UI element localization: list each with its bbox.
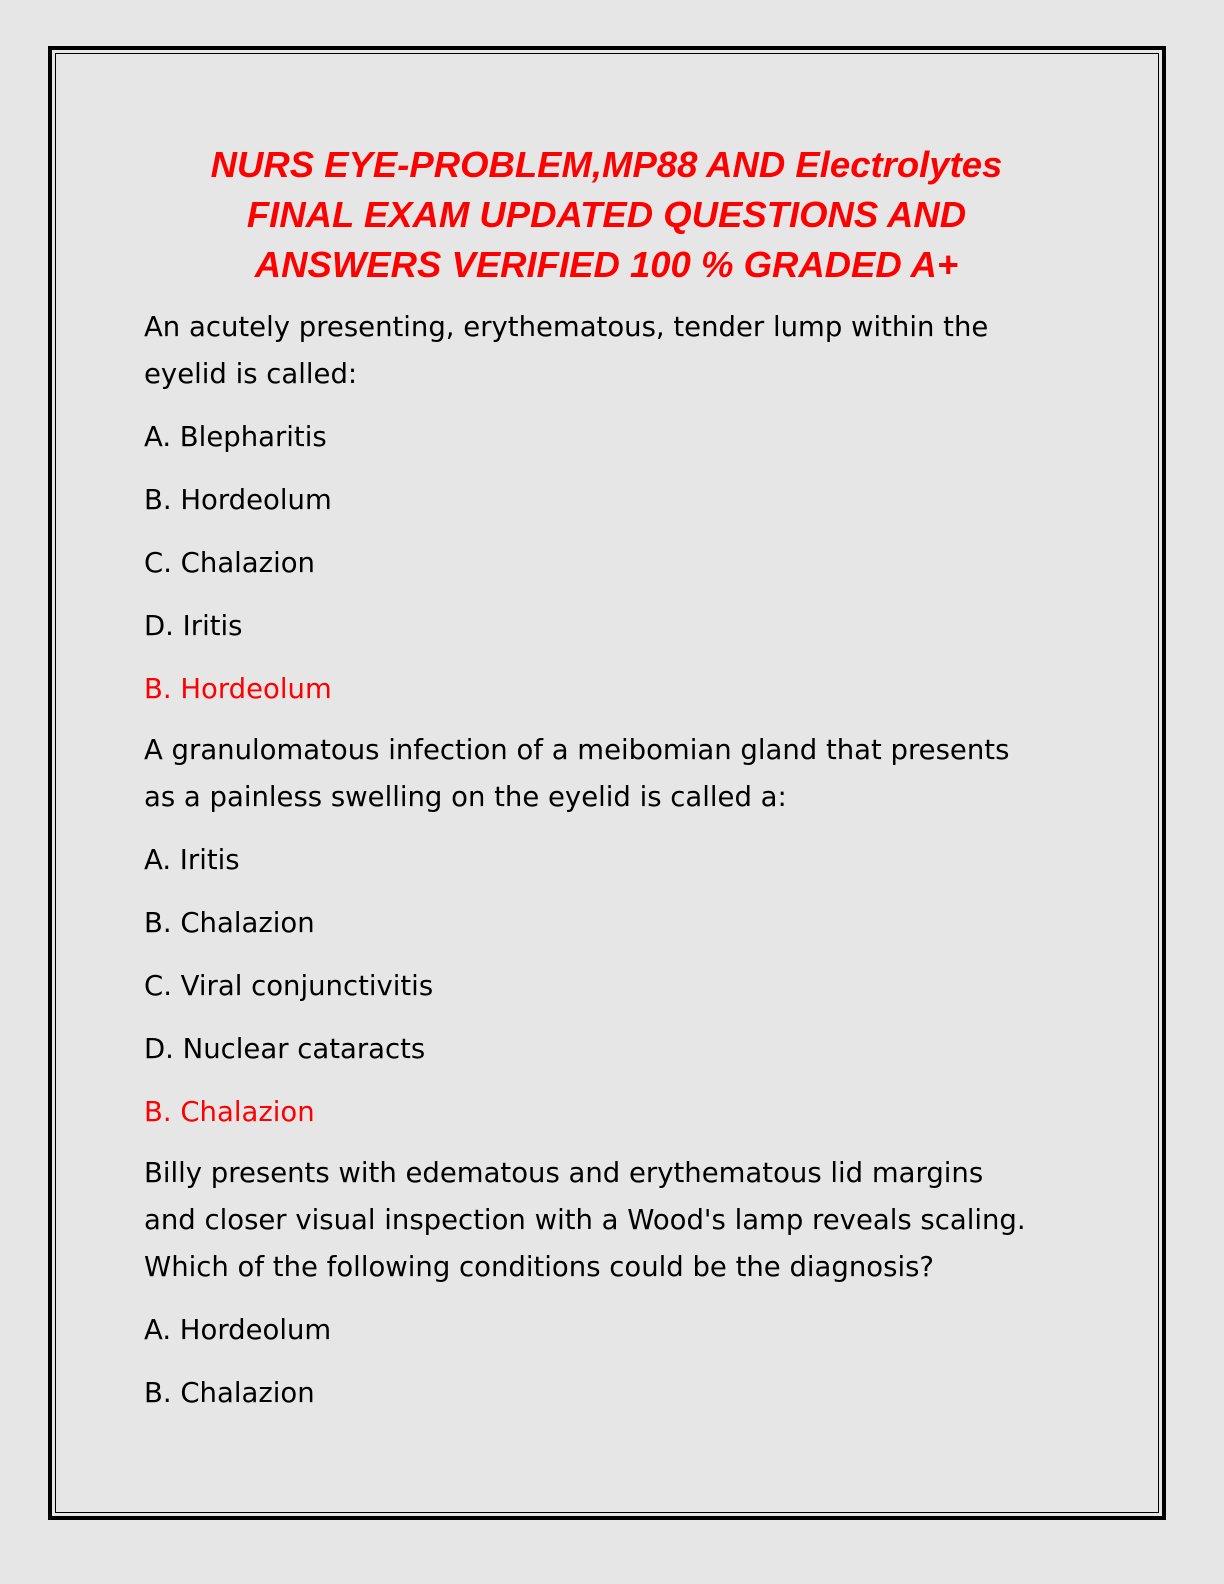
option-a: A. Blepharitis xyxy=(144,421,327,453)
option-b: B. Chalazion xyxy=(144,907,315,939)
option-b: B. Chalazion xyxy=(144,1377,315,1409)
correct-answer: B. Hordeolum xyxy=(144,673,332,705)
option-a: A. Hordeolum xyxy=(144,1314,332,1346)
question-text: Billy presents with edematous and erythematous lid margins and closer visual inspection with a Wood's lamp reveals scaling. Which of the following conditions could be the diagnosis? xyxy=(144,1157,1026,1283)
option-d: D. Nuclear cataracts xyxy=(144,1033,426,1065)
title-line: NURS EYE-PROBLEM,MP88 AND Electrolytes xyxy=(210,144,1003,185)
question-text: A granulomatous infection of a meibomian gland that presents as a painless swelling on the eyelid is called a: xyxy=(144,734,1010,813)
title-line: FINAL EXAM UPDATED QUESTIONS AND xyxy=(246,194,967,235)
question-block-2 xyxy=(144,727,1084,1136)
question-text: An acutely presenting, erythematous, tender lump within the eyelid is called: xyxy=(144,311,989,390)
option-a: A. Iritis xyxy=(144,844,240,876)
title-line: ANSWERS VERIFIED 100 % GRADED A+ xyxy=(254,244,959,285)
document-content xyxy=(144,140,1084,1417)
correct-answer: B. Chalazion xyxy=(144,1096,315,1128)
document-title xyxy=(124,140,1089,290)
option-c: C. Chalazion xyxy=(144,547,315,579)
option-c: C. Viral conjunctivitis xyxy=(144,970,434,1002)
question-block-1 xyxy=(144,304,1084,713)
question-block-3 xyxy=(144,1150,1084,1417)
option-b: B. Hordeolum xyxy=(144,484,332,516)
option-d: D. Iritis xyxy=(144,610,243,642)
